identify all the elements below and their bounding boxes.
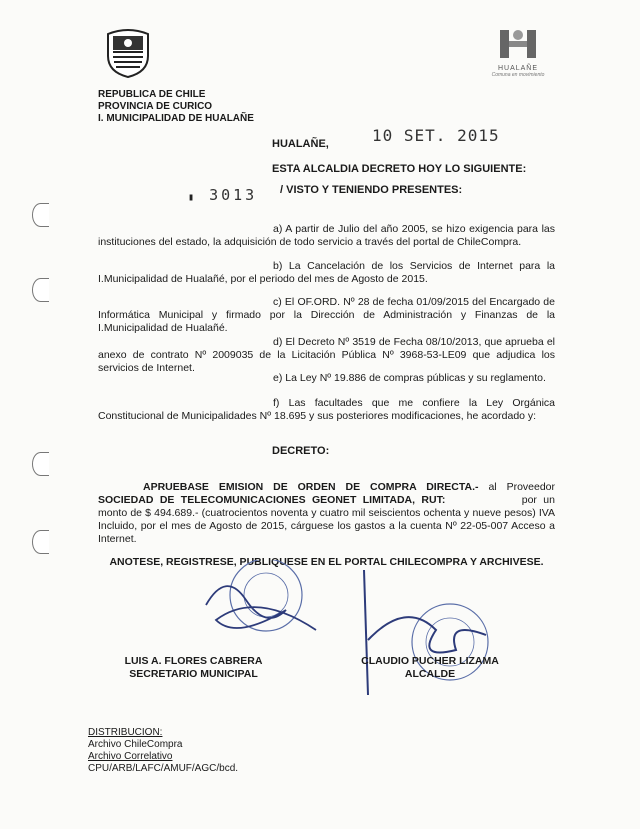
decree-number-stamp — [188, 186, 257, 204]
place-label: HUALAÑE, — [272, 138, 329, 150]
secretary-signature-block — [116, 655, 271, 681]
hualane-logo-icon — [498, 28, 538, 60]
distribution-item: CPU/ARB/LAFC/AMUF/AGC/bcd. — [88, 763, 239, 774]
punch-hole — [32, 452, 49, 476]
punch-hole — [32, 530, 49, 554]
coat-of-arms-icon — [103, 26, 153, 78]
consideration-f: f) Las facultades que me confiere la Ley Orgánica Constitucional de Municipalidades Nº 18.695 y sus posteriores modificaciones, he acordado y: — [98, 397, 555, 422]
mayor-role: ALCALDE — [404, 668, 456, 680]
decree-text-1: al Proveedor — [478, 481, 556, 493]
secretary-name: LUIS A. FLORES CABRERA — [124, 655, 263, 667]
republic-line: REPUBLICA DE CHILE — [98, 89, 206, 100]
decree-text-2: por un monto de $ 494.689.- (cuatrocientos noventa y cuatro mil seiscientos ochenta y nueve pesos) IVA Incluido, por el mes de Agosto de 2015, cárguese los gastos a la cuenta Nº 22-05-007 Acceso a Internet. — [98, 494, 555, 545]
distribution-block — [88, 727, 238, 775]
logo-tagline: Comuna en movimiento — [491, 72, 545, 78]
consideration-c: c) El OF.ORD. Nº 28 de fecha 01/09/2015 del Encargado de Informática Municipal y firmado por la Dirección de Administración y Finanzas de la I.Municipalidad de Hualañé. — [98, 296, 555, 334]
distribution-title: DISTRIBUCION: — [88, 727, 163, 738]
hualane-logo — [488, 28, 548, 82]
mayor-name: CLAUDIO PUCHER LIZAMA — [361, 655, 499, 667]
municipality-line: I. MUNICIPALIDAD DE HUALAÑE — [98, 113, 254, 124]
decree-body — [98, 481, 555, 546]
secretary-role: SECRETARIO MUNICIPAL — [129, 668, 258, 680]
distribution-item: Archivo ChileCompra — [88, 739, 183, 750]
header-institution — [98, 89, 254, 125]
consideration-d: d) El Decreto Nº 3519 de Fecha 08/10/2013, que aprueba el anexo de contrato Nº 2009035 de la Licitación Pública Nº 3968-53-LE09 que adjudica los servicios de Internet. — [98, 336, 555, 374]
date-stamp: 10 SET. 2015 — [372, 126, 500, 145]
stamp-mark-icon: ▮ — [188, 192, 198, 203]
intro-heading: ESTA ALCALDIA DECRETO HOY LO SIGUIENTE: — [272, 163, 527, 175]
distribution-item: Archivo Correlativo — [88, 751, 173, 762]
mayor-signature-block — [340, 655, 520, 681]
supplier-name: SOCIEDAD DE TELECOMUNICACIONES GEONET LIMITADA, RUT: — [98, 494, 446, 506]
punch-hole — [32, 278, 49, 302]
visto-heading: / VISTO Y TENIENDO PRESENTES: — [280, 184, 463, 196]
closing-line: ANOTESE, REGISTRESE, PUBLIQUESE EN EL PORTAL CHILECOMPRA Y ARCHIVESE. — [109, 556, 544, 568]
province-line: PROVINCIA DE CURICO — [98, 101, 213, 112]
consideration-a: a) A partir de Julio del año 2005, se hizo exigencia para las instituciones del estado, la adquisición de todo servicio a través del portal de ChileCompra. — [98, 223, 555, 248]
punch-hole — [32, 203, 49, 227]
consideration-e: e) La Ley Nº 19.886 de compras públicas y su reglamento. — [273, 372, 546, 384]
logo-name: HUALAÑE — [497, 65, 539, 72]
decree-lead: APRUEBASE EMISION DE ORDEN DE COMPRA DIRECTA.- — [143, 481, 479, 493]
decreto-heading: DECRETO: — [272, 445, 330, 457]
consideration-b: b) La Cancelación de los Servicios de Internet para la I.Municipalidad de Hualañé, por el periodo del mes de Agosto de 2015. — [98, 260, 555, 285]
decree-number: 3013 — [209, 186, 258, 204]
